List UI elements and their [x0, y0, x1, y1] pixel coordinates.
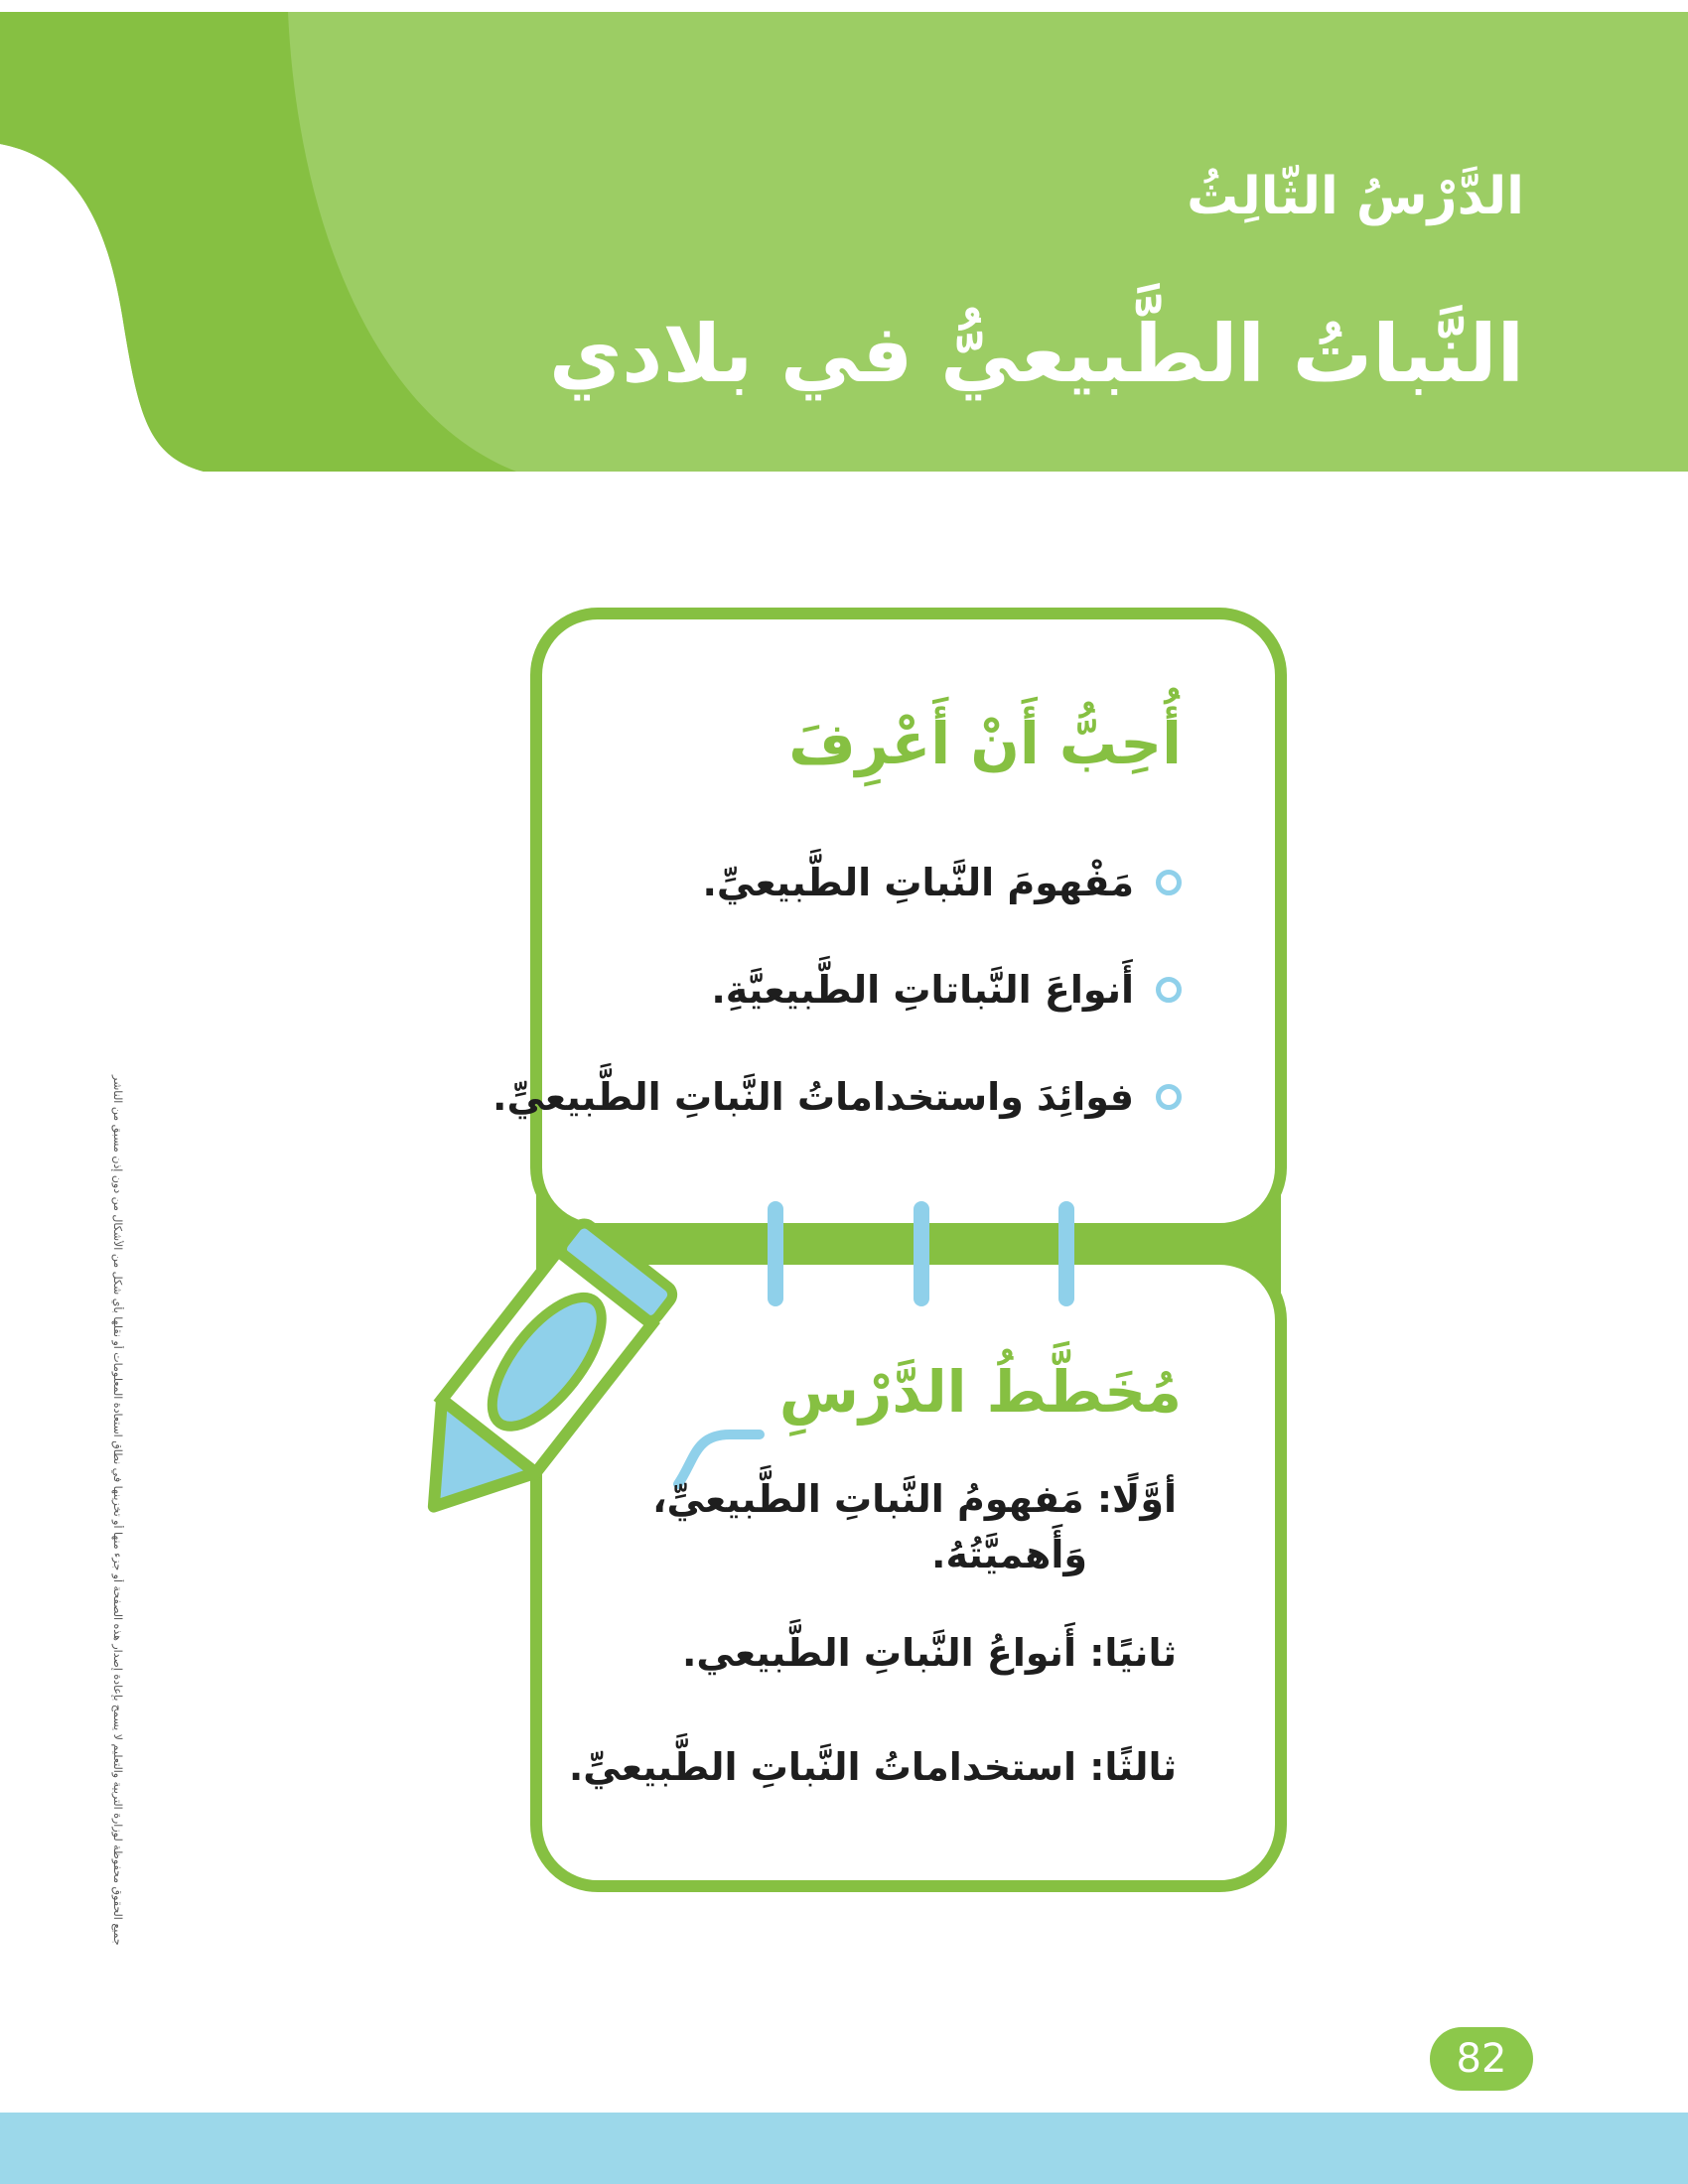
list-item — [492, 829, 1182, 936]
page-number: 82 — [1430, 2027, 1533, 2091]
plan-item-line: ثالثًا: استخداماتُ النَّباتِ الطَّبيعيِّ. — [568, 1745, 1177, 1789]
bottom-bar — [0, 2113, 1688, 2184]
copyright-note: جميع الحقوق محفوظة لوزارة التربية والتعليم لا يسمح بإعادة إصدار هذه الصفحة أو جزء منها أو تخزينها في نطاق استعادة المعلومات أو نقلها بأي شكل من الأشكال من دون إذن مسبق من الناشر — [111, 1075, 124, 1946]
objectives-list — [492, 829, 1182, 1151]
lesson-number: الدَّرْسُ الثّالِثُ — [1187, 167, 1524, 226]
plan-item-line: وَأَهميَّتُهُ. — [931, 1533, 1087, 1576]
list-item — [492, 936, 1182, 1043]
objective-text: أَنواعَ النَّباتاتِ الطَّبيعيَّةِ. — [711, 968, 1134, 1012]
objective-text: فوائِدَ واستخداماتُ النَّباتِ الطَّبيعيِّ. — [492, 1075, 1134, 1119]
circle-bullet-icon — [1156, 870, 1182, 895]
list-item — [569, 1625, 1177, 1739]
list-item — [569, 1739, 1177, 1795]
plan-list — [569, 1471, 1177, 1795]
binder-ring — [768, 1201, 783, 1306]
objective-text: مَفْهومَ النَّباتِ الطَّبيعيِّ. — [702, 861, 1134, 904]
lesson-title: النَّباتُ الطَّبيعيُّ في بلادي — [548, 308, 1524, 400]
header-banner — [0, 0, 1688, 477]
circle-bullet-icon — [1156, 1084, 1182, 1110]
objectives-heading: أُحِبُّ أَنْ أَعْرِفَ — [788, 710, 1182, 777]
plan-heading: مُخَطَّطُ الدَّرْسِ — [778, 1358, 1182, 1426]
binder-ring — [1058, 1201, 1074, 1306]
list-item — [492, 1043, 1182, 1151]
plan-item-line: أوَّلًا: مَفهومُ النَّباتِ الطَّبيعيِّ، — [652, 1477, 1177, 1521]
binder-ring — [914, 1201, 929, 1306]
plan-item-line: ثانيًا: أَنواعُ النَّباتِ الطَّبيعي. — [681, 1631, 1177, 1675]
list-item — [569, 1471, 1177, 1585]
circle-bullet-icon — [1156, 977, 1182, 1003]
